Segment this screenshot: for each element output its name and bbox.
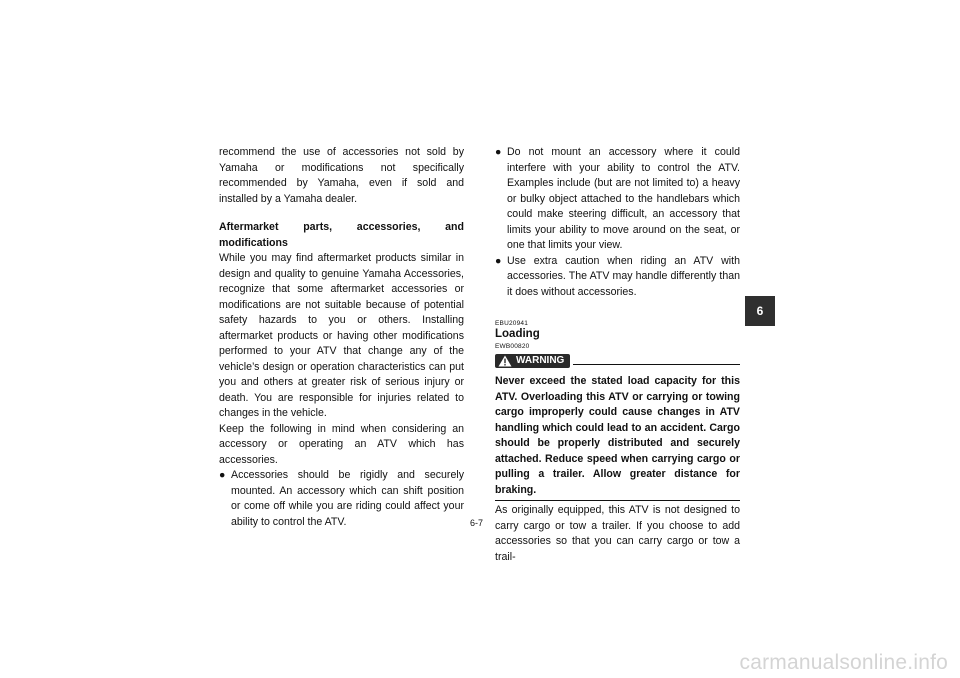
bullet-icon: ● — [219, 469, 226, 481]
chapter-tab: 6 — [745, 296, 775, 326]
bullet-text: Use extra caution when riding an ATV with accessories. The ATV may handle differently than it does without accessories. — [507, 254, 740, 298]
warning-rule — [573, 364, 740, 365]
bullet-text: Accessories should be rigidly and securely mounted. An accessory which can shift position or come off while you are riding could affect your ability to control the ATV. — [231, 469, 464, 528]
bullet-item-caution — [495, 254, 740, 301]
warning-text: Never exceed the stated load capacity for this ATV. Overloading this ATV or carrying or towing cargo improperly could cause changes in ATV handling which could lead to an accident. Cargo should be properly distributed and securely attached. Reduce speed when carrying cargo or pulling a trailer. Allow greater distance for braking. — [495, 374, 740, 501]
right-column — [495, 145, 740, 565]
bullet-icon: ● — [495, 146, 502, 158]
intro-paragraph: recommend the use of accessories not sold by Yamaha or modifications not specifically recommended by Yamaha, even if sold and installed by a Yamaha dealer. — [219, 146, 464, 205]
section-title: Loading — [495, 328, 540, 340]
warning-header — [495, 353, 740, 368]
page-number: 6-7 — [470, 518, 484, 528]
left-column — [219, 145, 464, 530]
bullet-text: Do not mount an accessory where it could interfere with your ability to control the ATV. Examples include (but are not limited to) a heavy or bulky object attached to the handlebars which could make steering difficult, an accessory that limits your ability to move around on the seat, or one that limits your view. — [507, 146, 740, 251]
warning-code: EWB00820 — [495, 343, 530, 350]
warning-badge — [495, 354, 570, 368]
bullet-item-mounting — [219, 468, 464, 530]
cargo-paragraph: As originally equipped, this ATV is not designed to carry cargo or tow a trailer. If you choose to add accessories so that you can carry cargo or tow a trail- — [495, 504, 740, 563]
warning-triangle-icon — [498, 355, 512, 367]
watermark-text: carmanualsonline.info — [739, 651, 948, 674]
aftermarket-paragraph: While you may find aftermarket products similar in design and quality to genuine Yamaha Accessories, recognize that some aftermarket accessories or modifications are not suitable because of potential safety hazards to you or others. Installing aftermarket products or having other modifications performed to your ATV that change any of the vehicle’s design or operation characteristics can put you and others at greater risk of serious injury or death. You are responsible for injuries related to changes in the vehicle. — [219, 252, 464, 419]
warning-label: WARNING — [516, 354, 565, 366]
section-code: EBU20941 — [495, 320, 529, 327]
aftermarket-heading: Aftermarket parts, accessories, and modifications — [219, 221, 464, 249]
bullet-item-interfere — [495, 145, 740, 254]
bullet-icon: ● — [495, 254, 502, 267]
keep-in-mind-paragraph: Keep the following in mind when considering an accessory or operating an ATV which has accessories. — [219, 422, 464, 466]
